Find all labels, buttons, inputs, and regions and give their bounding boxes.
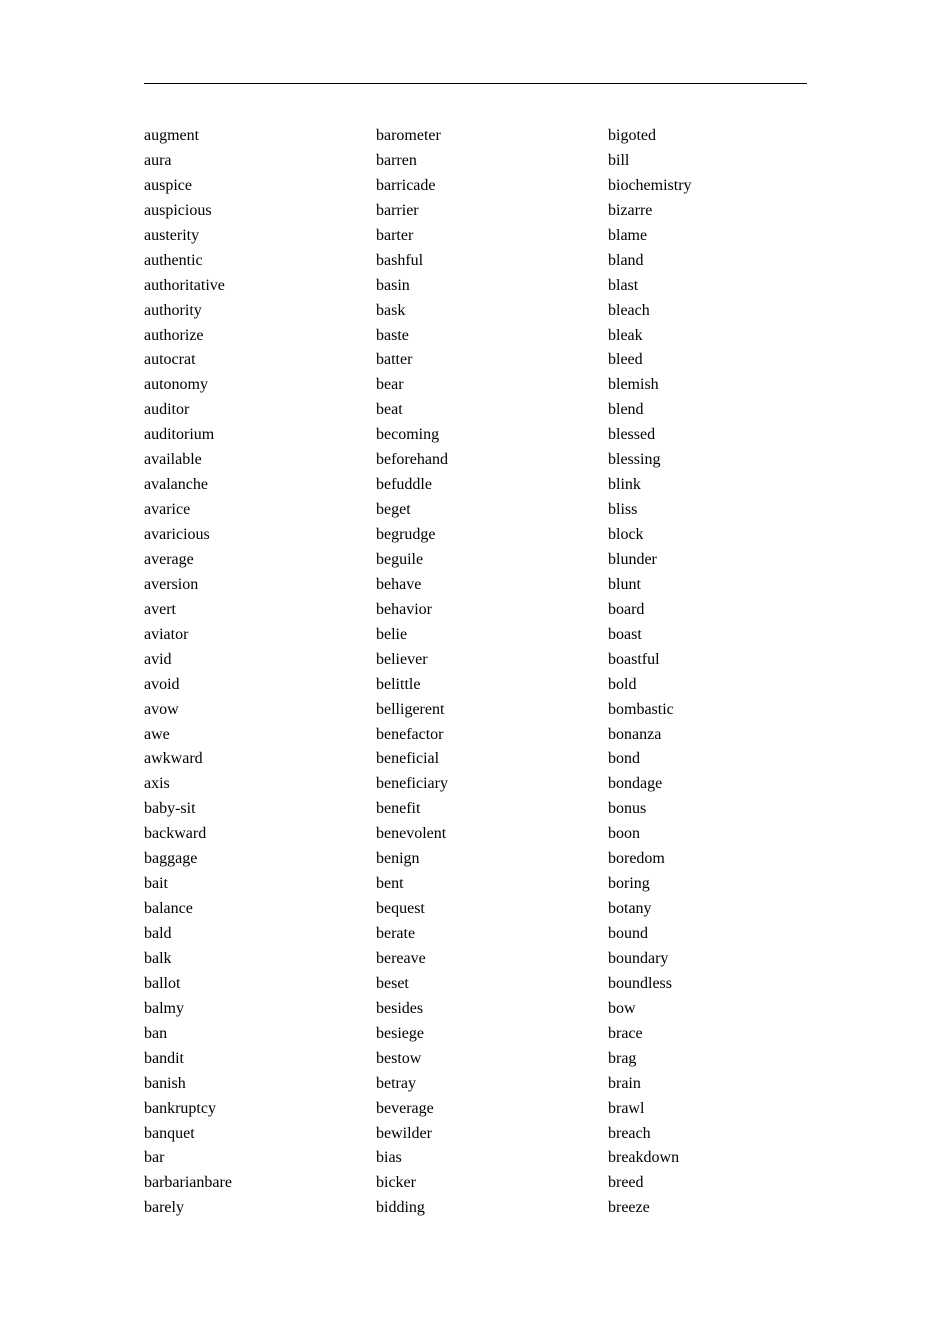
word-entry: banish: [144, 1074, 186, 1092]
word-entry: boundary: [608, 949, 669, 967]
word-entry: beneficiary: [376, 775, 448, 793]
word-entry: austerity: [144, 226, 200, 244]
word-entry: benefit: [376, 800, 421, 818]
word-entry: becoming: [376, 426, 440, 444]
word-entry: bleach: [608, 301, 650, 319]
word-entry: besides: [376, 999, 424, 1017]
word-entry: boredom: [608, 850, 665, 868]
word-entry: blunder: [608, 550, 657, 568]
word-entry: autocrat: [144, 351, 196, 369]
top-rule-divider: [144, 83, 807, 84]
word-entry: boast: [608, 625, 642, 643]
word-entry: beget: [376, 501, 411, 519]
word-entry: breed: [608, 1174, 644, 1192]
word-entry: avow: [144, 700, 179, 718]
word-entry: ballot: [144, 974, 181, 992]
word-entry: brawl: [608, 1099, 645, 1117]
word-entry: belie: [376, 625, 408, 643]
word-entry: barter: [376, 226, 414, 244]
word-entry: avarice: [144, 501, 191, 519]
word-entry: bleed: [608, 351, 643, 369]
word-entry: beguile: [376, 550, 424, 568]
word-entry: bashful: [376, 251, 424, 269]
word-entry: blessed: [608, 426, 656, 444]
word-entry: belligerent: [376, 700, 445, 718]
word-entry: bound: [608, 925, 648, 942]
word-entry: boundless: [608, 974, 672, 992]
word-entry: baste: [376, 326, 409, 344]
word-entry: berate: [376, 925, 416, 942]
word-entry: blunt: [608, 575, 641, 593]
word-entry: bow: [608, 999, 636, 1017]
word-entry: bait: [144, 875, 168, 893]
word-entry: bestow: [376, 1049, 422, 1067]
word-entry: auditorium: [144, 426, 215, 444]
word-entry: bent: [376, 875, 404, 893]
word-entry: beat: [376, 401, 403, 419]
word-entry: autonomy: [144, 376, 208, 394]
word-entry: bonus: [608, 800, 647, 818]
word-entry: bequest: [376, 900, 425, 918]
word-entry: boring: [608, 875, 650, 893]
word-entry: barbarianbare: [144, 1174, 232, 1192]
word-column-3: [608, 124, 692, 1221]
word-entry: avalanche: [144, 476, 208, 494]
word-column-1: [144, 124, 232, 1221]
word-entry: befuddle: [376, 476, 432, 494]
word-entry: backward: [144, 825, 207, 843]
word-entry: boon: [608, 825, 640, 843]
word-entry: benefactor: [376, 725, 444, 743]
word-entry: awkward: [144, 750, 203, 768]
word-entry: balmy: [144, 999, 184, 1017]
word-entry: breeze: [608, 1199, 650, 1217]
word-entry: boastful: [608, 650, 660, 668]
word-entry: blessing: [608, 451, 661, 469]
word-entry: barely: [144, 1199, 184, 1217]
word-entry: blend: [608, 401, 644, 419]
word-entry: available: [144, 451, 202, 469]
word-entry: bigoted: [608, 127, 656, 144]
word-entry: bombastic: [608, 700, 674, 718]
word-entry: bold: [608, 675, 637, 693]
word-entry: brag: [608, 1049, 637, 1067]
word-entry: baggage: [144, 850, 198, 868]
word-entry: beset: [376, 974, 409, 992]
word-entry: auspicious: [144, 201, 212, 219]
word-entry: authority: [144, 301, 202, 319]
word-entry: barometer: [376, 127, 441, 144]
word-entry: avid: [144, 650, 172, 668]
word-entry: breach: [608, 1124, 651, 1142]
word-entry: belittle: [376, 675, 421, 693]
word-entry: axis: [144, 775, 170, 793]
word-entry: brain: [608, 1074, 641, 1092]
word-entry: auditor: [144, 401, 190, 419]
word-entry: authentic: [144, 251, 203, 269]
word-entry: begrudge: [376, 526, 436, 543]
word-entry: blemish: [608, 376, 659, 394]
word-entry: aura: [144, 151, 172, 169]
word-entry: blink: [608, 476, 641, 494]
word-entry: bondage: [608, 775, 663, 793]
word-entry: bill: [608, 151, 630, 169]
word-column-2: [376, 124, 448, 1221]
word-entry: bias: [376, 1149, 402, 1167]
word-entry: besiege: [376, 1024, 424, 1042]
word-entry: blast: [608, 276, 639, 294]
word-entry: bald: [144, 925, 172, 942]
word-entry: ban: [144, 1024, 168, 1042]
word-entry: breakdown: [608, 1149, 680, 1167]
word-entry: aviator: [144, 625, 189, 643]
word-entry: brace: [608, 1024, 643, 1042]
word-entry: baby-sit: [144, 800, 196, 818]
word-entry: balance: [144, 900, 193, 918]
word-entry: barricade: [376, 176, 436, 194]
word-entry: banquet: [144, 1124, 195, 1142]
word-entry: bleak: [608, 326, 643, 344]
word-entry: bonanza: [608, 725, 662, 743]
word-entry: batter: [376, 351, 413, 369]
word-entry: bereave: [376, 949, 426, 967]
word-entry: average: [144, 550, 194, 568]
word-entry: authoritative: [144, 276, 225, 294]
word-entry: bandit: [144, 1049, 184, 1067]
word-entry: aversion: [144, 575, 199, 593]
word-entry: beverage: [376, 1099, 434, 1117]
word-entry: behavior: [376, 600, 432, 618]
word-entry: blame: [608, 226, 648, 244]
word-entry: bewilder: [376, 1124, 432, 1142]
word-entry: auspice: [144, 176, 192, 194]
word-entry: betray: [376, 1074, 416, 1092]
word-entry: basin: [376, 276, 410, 294]
word-entry: beneficial: [376, 750, 440, 768]
word-entry: board: [608, 600, 645, 618]
word-entry: beforehand: [376, 451, 448, 469]
word-entry: avert: [144, 600, 176, 618]
word-entry: botany: [608, 900, 652, 918]
word-entry: bland: [608, 251, 644, 269]
word-entry: bidding: [376, 1199, 425, 1217]
word-entry: bond: [608, 750, 640, 768]
word-entry: barren: [376, 151, 417, 169]
word-entry: bizarre: [608, 201, 653, 219]
word-entry: barrier: [376, 201, 419, 219]
word-entry: block: [608, 526, 644, 543]
word-entry: balk: [144, 949, 172, 967]
word-entry: bliss: [608, 501, 638, 519]
word-entry: authorize: [144, 326, 204, 344]
word-entry: believer: [376, 650, 428, 668]
word-entry: bear: [376, 376, 404, 394]
word-entry: biochemistry: [608, 176, 692, 194]
word-entry: bankruptcy: [144, 1099, 216, 1117]
word-entry: augment: [144, 127, 200, 144]
word-entry: avaricious: [144, 526, 210, 543]
word-entry: bicker: [376, 1174, 416, 1192]
word-entry: bask: [376, 301, 406, 319]
word-entry: avoid: [144, 675, 180, 693]
word-entry: bar: [144, 1149, 165, 1167]
word-entry: benign: [376, 850, 420, 868]
word-entry: awe: [144, 725, 170, 743]
word-entry: benevolent: [376, 825, 447, 843]
word-entry: behave: [376, 575, 422, 593]
